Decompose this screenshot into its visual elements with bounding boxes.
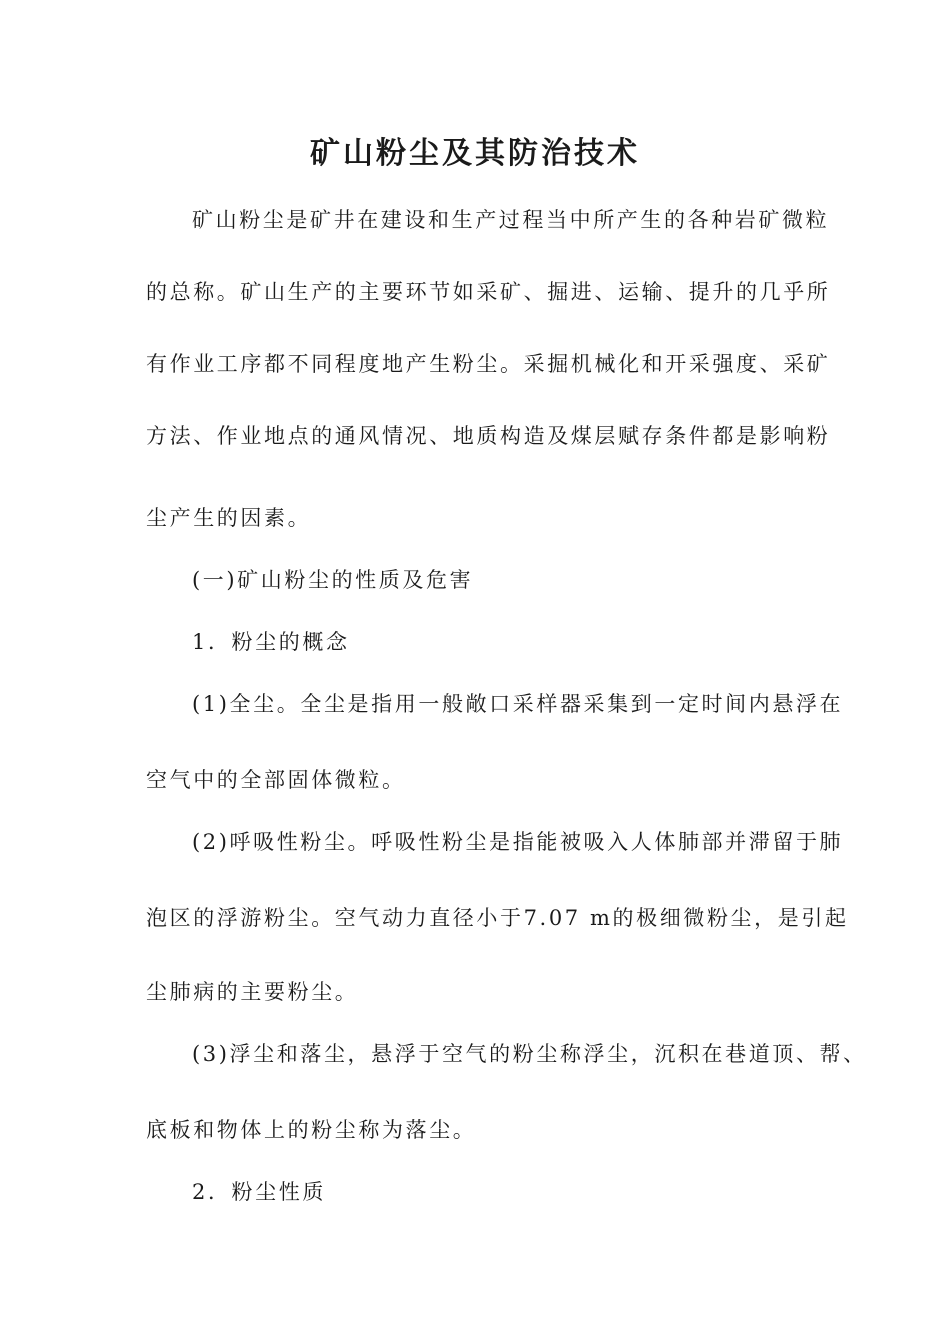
subsection-heading: 2．粉尘性质: [192, 1180, 326, 1204]
paragraph-line: 有作业工序都不同程度地产生粉尘。采掘机械化和开采强度、采矿: [146, 352, 831, 376]
paragraph-line: 方法、作业地点的通风情况、地质构造及煤层赋存条件都是影响粉: [146, 424, 831, 448]
paragraph-line: (2)呼吸性粉尘。呼吸性粉尘是指能被吸入人体肺部并滞留于肺: [192, 830, 844, 854]
section-heading: (一)矿山粉尘的性质及危害: [192, 568, 474, 592]
subsection-heading: 1．粉尘的概念: [192, 630, 350, 654]
paragraph-line: 底板和物体上的粉尘称为落尘。: [146, 1118, 477, 1142]
paragraph-line: 矿山粉尘是矿井在建设和生产过程当中所产生的各种岩矿微粒: [192, 208, 830, 232]
document-title: 矿山粉尘及其防治技术: [310, 136, 640, 171]
paragraph-line: 尘肺病的主要粉尘。: [146, 980, 359, 1004]
paragraph-line: 空气中的全部固体微粒。: [146, 768, 406, 792]
paragraph-line: 的总称。矿山生产的主要环节如采矿、掘进、运输、提升的几乎所: [146, 280, 831, 304]
paragraph-line: 泡区的浮游粉尘。空气动力直径小于7.07 m的极细微粉尘，是引起: [146, 906, 849, 930]
paragraph-line: 尘产生的因素。: [146, 506, 312, 530]
paragraph-line: (3)浮尘和落尘，悬浮于空气的粉尘称浮尘，沉积在巷道顶、帮、: [192, 1042, 867, 1066]
paragraph-line: (1)全尘。全尘是指用一般敞口采样器采集到一定时间内悬浮在: [192, 692, 844, 716]
